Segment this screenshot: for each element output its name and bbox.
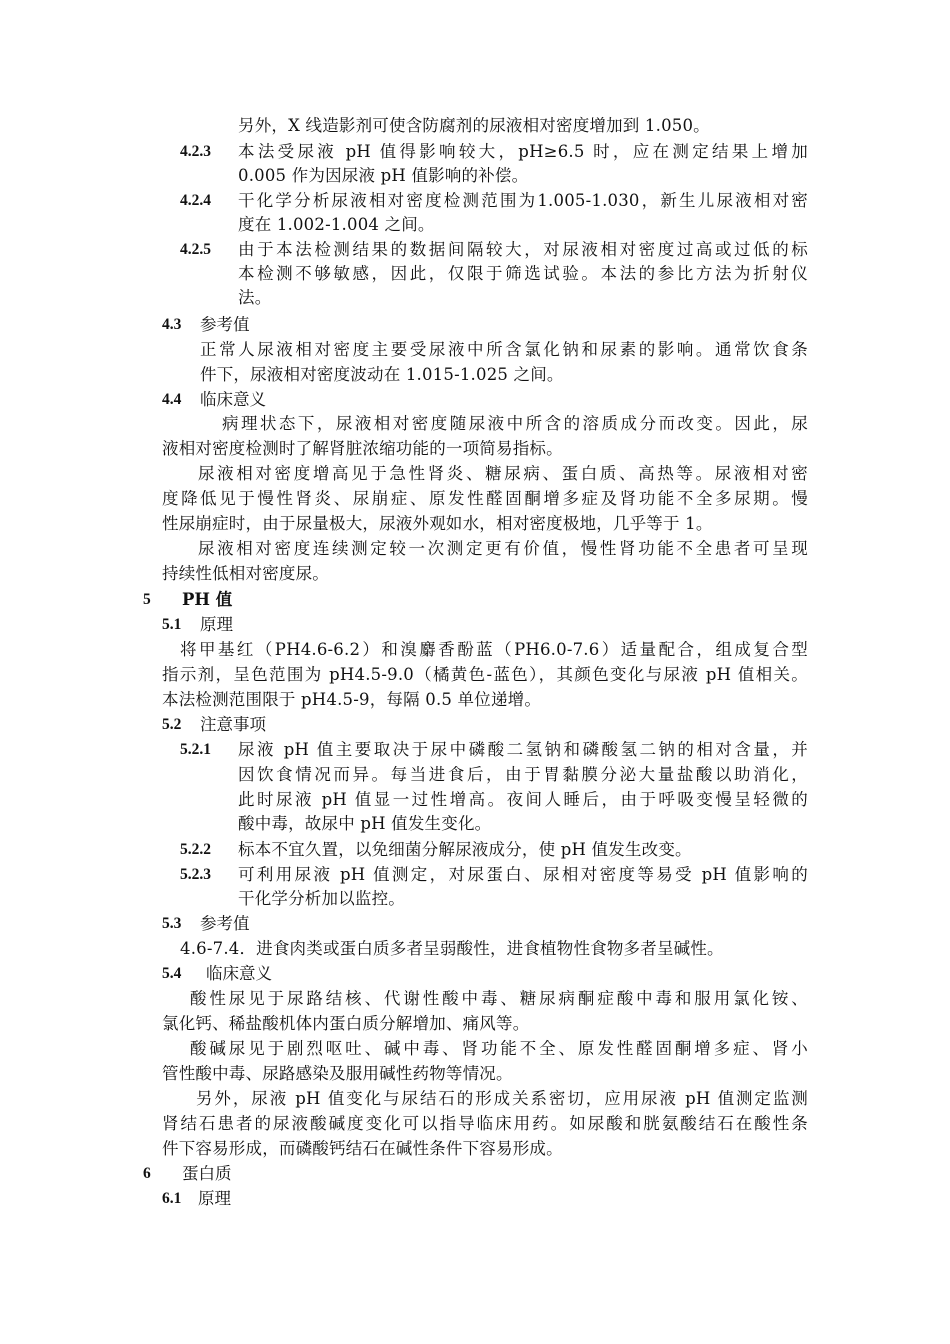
section-number: 5.3 — [162, 915, 182, 932]
text-line: 指示剂，呈色范围为 pH4.5-9.0（橘黄色-蓝色），其颜色变化与尿液 pH 值相关。 — [162, 665, 808, 684]
text-line: 标本不宜久置，以免细菌分解尿液成分，使 pH 值发生改变。 — [238, 840, 692, 859]
text-line: 0.005 作为因尿液 pH 值影响的补偿。 — [238, 166, 529, 185]
text-line: 持续性低相对密度尿。 — [162, 564, 329, 583]
section-number: 5.2 — [162, 716, 182, 733]
text-line: 度降低见于慢性肾炎、尿崩症、原发性醛固酮增多症及肾功能不全多尿期。慢 — [162, 489, 808, 508]
section-heading: 参考值 — [200, 315, 250, 334]
text-line: 本法检测范围限于 pH4.5-9，每隔 0.5 单位递增。 — [162, 690, 542, 709]
text-line: 酸性尿见于尿路结核、代谢性酸中毒、糖尿病酮症酸中毒和服用氯化铵、 — [190, 989, 808, 1008]
text-line: 干化学分析尿液相对密度检测范围为1.005-1.030，新生儿尿液相对密 — [238, 191, 808, 210]
text-line: 由于本法检测结果的数据间隔较大，对尿液相对密度过高或过低的标 — [238, 240, 808, 259]
section-heading: 临床意义 — [206, 964, 272, 983]
section-heading: 蛋白质 — [182, 1164, 232, 1183]
section-heading: 原理 — [200, 615, 233, 634]
text-line: 因饮食情况而异。每当进食后，由于胃黏膜分泌大量盐酸以助消化， — [238, 765, 808, 784]
text-line: 酸中毒，故尿中 pH 值发生变化。 — [238, 814, 492, 833]
section-heading: 临床意义 — [200, 390, 266, 409]
section-number: 5.2.1 — [180, 741, 211, 758]
section-number: 6.1 — [162, 1190, 182, 1207]
section-heading: 注意事项 — [200, 715, 266, 734]
text-line: 正常人尿液相对密度主要受尿液中所含氯化钠和尿素的影响。通常饮食条 — [200, 340, 808, 359]
text-line: 尿液相对密度连续测定较一次测定更有价值，慢性肾功能不全患者可呈现 — [198, 539, 808, 558]
text-line: 尿液 pH 值主要取决于尿中磷酸二氢钠和磷酸氢二钠的相对含量，并 — [238, 740, 808, 759]
text-line: 干化学分析加以监控。 — [238, 889, 405, 908]
section-number: 5 — [143, 591, 151, 608]
text-line: 另外，尿液 pH 值变化与尿结石的形成关系密切，应用尿液 pH 值测定监测 — [196, 1089, 808, 1108]
text-line: 病理状态下，尿液相对密度随尿液中所含的溶质成分而改变。因此，尿 — [222, 414, 808, 433]
text-line: 法。 — [238, 288, 272, 307]
section-number: 5.2.3 — [180, 866, 211, 883]
text-line: 管性酸中毒、尿路感染及服用碱性药物等情况。 — [162, 1064, 513, 1083]
section-number: 4.4 — [162, 391, 182, 408]
text-line: 液相对密度检测时了解肾脏浓缩功能的一项简易指标。 — [162, 439, 563, 458]
text-line: 此时尿液 pH 值显一过性增高。夜间人睡后，由于呼吸变慢呈轻微的 — [238, 790, 808, 809]
section-heading: 原理 — [198, 1189, 231, 1208]
section-number: 4.3 — [162, 316, 182, 333]
text-line: 酸碱尿见于剧烈呕吐、碱中毒、肾功能不全、原发性醛固酮增多症、肾小 — [190, 1039, 808, 1058]
text-line: 4.6-7.4．进食肉类或蛋白质多者呈弱酸性，进食植物性食物多者呈碱性。 — [180, 939, 724, 958]
section-number: 4.2.3 — [180, 143, 211, 160]
text-line: 件下，尿液相对密度波动在 1.015-1.025 之间。 — [200, 365, 564, 384]
section-number: 4.2.4 — [180, 192, 211, 209]
text-line: 件下容易形成，而磷酸钙结石在碱性条件下容易形成。 — [162, 1139, 563, 1158]
section-number: 4.2.5 — [180, 241, 211, 258]
text-line: 肾结石患者的尿液酸碱度变化可以指导临床用药。如尿酸和胱氨酸结石在酸性条 — [162, 1114, 808, 1133]
text-line: 将甲基红（PH4.6-6.2）和溴麝香酚蓝（PH6.0-7.6）适量配合，组成复合型 — [180, 640, 808, 659]
section-number: 5.4 — [162, 965, 182, 982]
section-heading: PH 值 — [182, 590, 233, 609]
text-line: 性尿崩症时，由于尿量极大，尿液外观如水，相对密度极地，几乎等于 1。 — [162, 514, 713, 533]
text-line: 可利用尿液 pH 值测定，对尿蛋白、尿相对密度等易受 pH 值影响的 — [238, 865, 808, 884]
text-line: 本检测不够敏感，因此，仅限于筛选试验。本法的参比方法为折射仪 — [238, 264, 808, 283]
text-line: 尿液相对密度增高见于急性肾炎、糖尿病、蛋白质、高热等。尿液相对密 — [198, 464, 808, 483]
section-heading: 参考值 — [200, 914, 250, 933]
text-line: 另外，X 线造影剂可使含防腐剂的尿液相对密度增加到 1.050。 — [238, 116, 710, 135]
text-line: 本法受尿液 pH 值得影响较大，pH≥6.5 时，应在测定结果上增加 — [238, 142, 808, 161]
section-number: 6 — [143, 1165, 151, 1182]
text-line: 度在 1.002-1.004 之间。 — [238, 215, 435, 234]
section-number: 5.2.2 — [180, 841, 211, 858]
text-line: 氯化钙、稀盐酸机体内蛋白质分解增加、痛风等。 — [162, 1014, 530, 1033]
section-number: 5.1 — [162, 616, 182, 633]
